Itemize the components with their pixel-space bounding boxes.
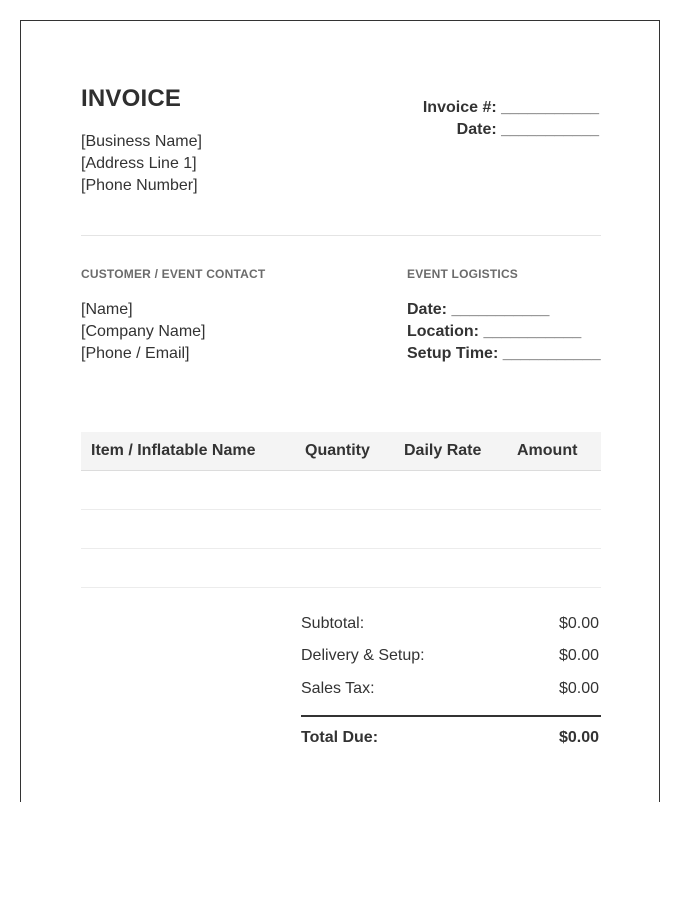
invoice-page bbox=[20, 20, 660, 802]
sales-tax-value: $0.00 bbox=[558, 680, 599, 697]
total-due-label: Total Due: bbox=[301, 729, 379, 746]
customer-heading: CUSTOMER / EVENT CONTACT bbox=[81, 267, 266, 281]
invoice-title: INVOICE bbox=[81, 85, 182, 112]
column-daily-rate: Daily Rate bbox=[404, 442, 482, 459]
column-item: Item / Inflatable Name bbox=[91, 442, 256, 459]
customer-contact: [Phone / Email] bbox=[81, 345, 190, 362]
logistics-heading: EVENT LOGISTICS bbox=[407, 267, 519, 281]
business-phone: [Phone Number] bbox=[81, 177, 198, 194]
items-table-header bbox=[81, 432, 601, 471]
table-row bbox=[81, 509, 601, 510]
column-amount: Amount bbox=[517, 442, 578, 459]
customer-info bbox=[81, 299, 206, 365]
business-name: [Business Name] bbox=[81, 133, 202, 150]
total-divider bbox=[301, 715, 601, 717]
total-due-value: $0.00 bbox=[558, 729, 599, 746]
invoice-number-field: Invoice #: ___________ bbox=[422, 99, 599, 116]
customer-name: [Name] bbox=[81, 301, 133, 318]
column-quantity: Quantity bbox=[305, 442, 370, 459]
subtotal-label: Subtotal: bbox=[301, 615, 365, 632]
logistics-info bbox=[407, 299, 601, 365]
event-location-field: Location: ___________ bbox=[407, 323, 582, 340]
subtotal-value: $0.00 bbox=[558, 615, 599, 632]
sales-tax-label: Sales Tax: bbox=[301, 680, 375, 697]
table-row bbox=[81, 587, 601, 588]
header-divider bbox=[81, 235, 601, 236]
invoice-date-field: Date: ___________ bbox=[456, 121, 599, 138]
invoice-meta bbox=[423, 97, 599, 141]
customer-company: [Company Name] bbox=[81, 323, 206, 340]
setup-time-field: Setup Time: ___________ bbox=[407, 345, 601, 362]
delivery-label: Delivery & Setup: bbox=[301, 647, 425, 664]
business-address: [Address Line 1] bbox=[81, 155, 197, 172]
business-info bbox=[81, 131, 202, 197]
delivery-value: $0.00 bbox=[558, 647, 599, 664]
event-date-field: Date: ___________ bbox=[407, 301, 550, 318]
table-row bbox=[81, 548, 601, 549]
